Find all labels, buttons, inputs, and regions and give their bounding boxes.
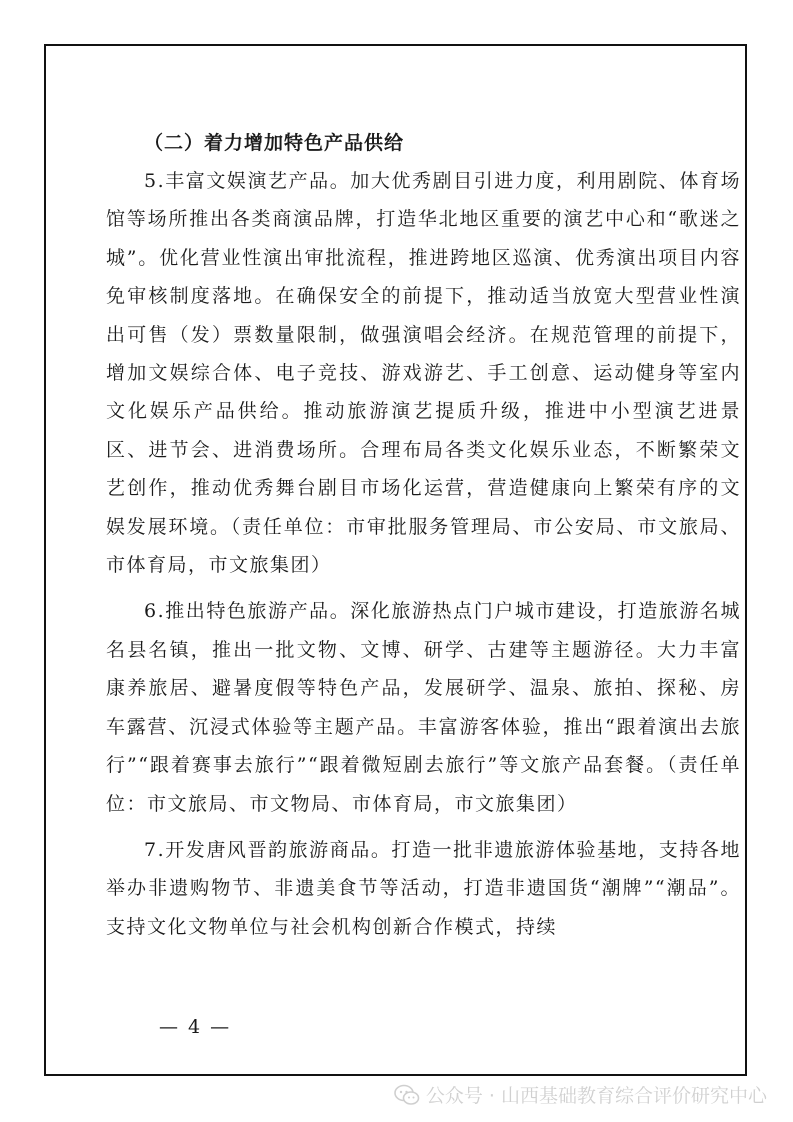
paragraph-5: 5.丰富文娱演艺产品。加大优秀剧目引进力度，利用剧院、体育场馆等场所推出各类商演品牌，打造华北地区重要的演艺中心和“歌迷之城”。优化营业性演出审批流程，推进跨地区巡演、优秀演出项目内容免审核制度落地。在确保安全的前提下，推动适当放宽大型营业性演出可售（发）票数量限制，做强演唱会经济。在规范管理的前提下，增加文娱综合体、电子竞技、游戏游艺、手工创意、运动健身等室内文化娱乐产品供给。推动旅游演艺提质升级，推进中小型演艺进景区、进节会、进消费场所。合理布局各类文化娱乐业态，不断繁荣文艺创作，推动优秀舞台剧目市场化运营，营造健康向上繁荣有序的文娱发展环境。（责任单位：市审批服务管理局、市公安局、市文旅局、市体育局，市文旅集团） [106,170,741,577]
page-frame [44,44,747,1076]
watermark [394,1081,767,1108]
paragraph-6: 6.推出特色旅游产品。深化旅游热点门户城市建设，打造旅游名城名县名镇，推出一批文物、文博、研学、古建等主题游径。大力丰富康养旅居、避暑度假等特色产品，发展研学、温泉、旅拍、探秘、房车露营、沉浸式体验等主题产品。丰富游客体验，推出“跟着演出去旅行”“跟着赛事去旅行”“跟着微短剧去旅行”等文旅产品套餐。（责任单位：市文旅局、市文物局、市体育局，市文旅集团） [106,600,741,815]
wechat-icon [394,1084,420,1106]
page-number: — 4 — [159,1016,232,1038]
paragraph-7: 7.开发唐风晋韵旅游商品。打造一批非遗旅游体验基地，支持各地举办非遗购物节、非遗美食节等活动，打造非遗国货“潮牌”“潮品”。支持文化文物单位与社会机构创新合作模式，持续 [106,838,741,938]
watermark-text: 公众号 · 山西基础教育综合评价研究中心 [425,1085,767,1107]
section-heading: （二）着力增加特色产品供给 [144,132,405,154]
document-body [106,124,741,954]
